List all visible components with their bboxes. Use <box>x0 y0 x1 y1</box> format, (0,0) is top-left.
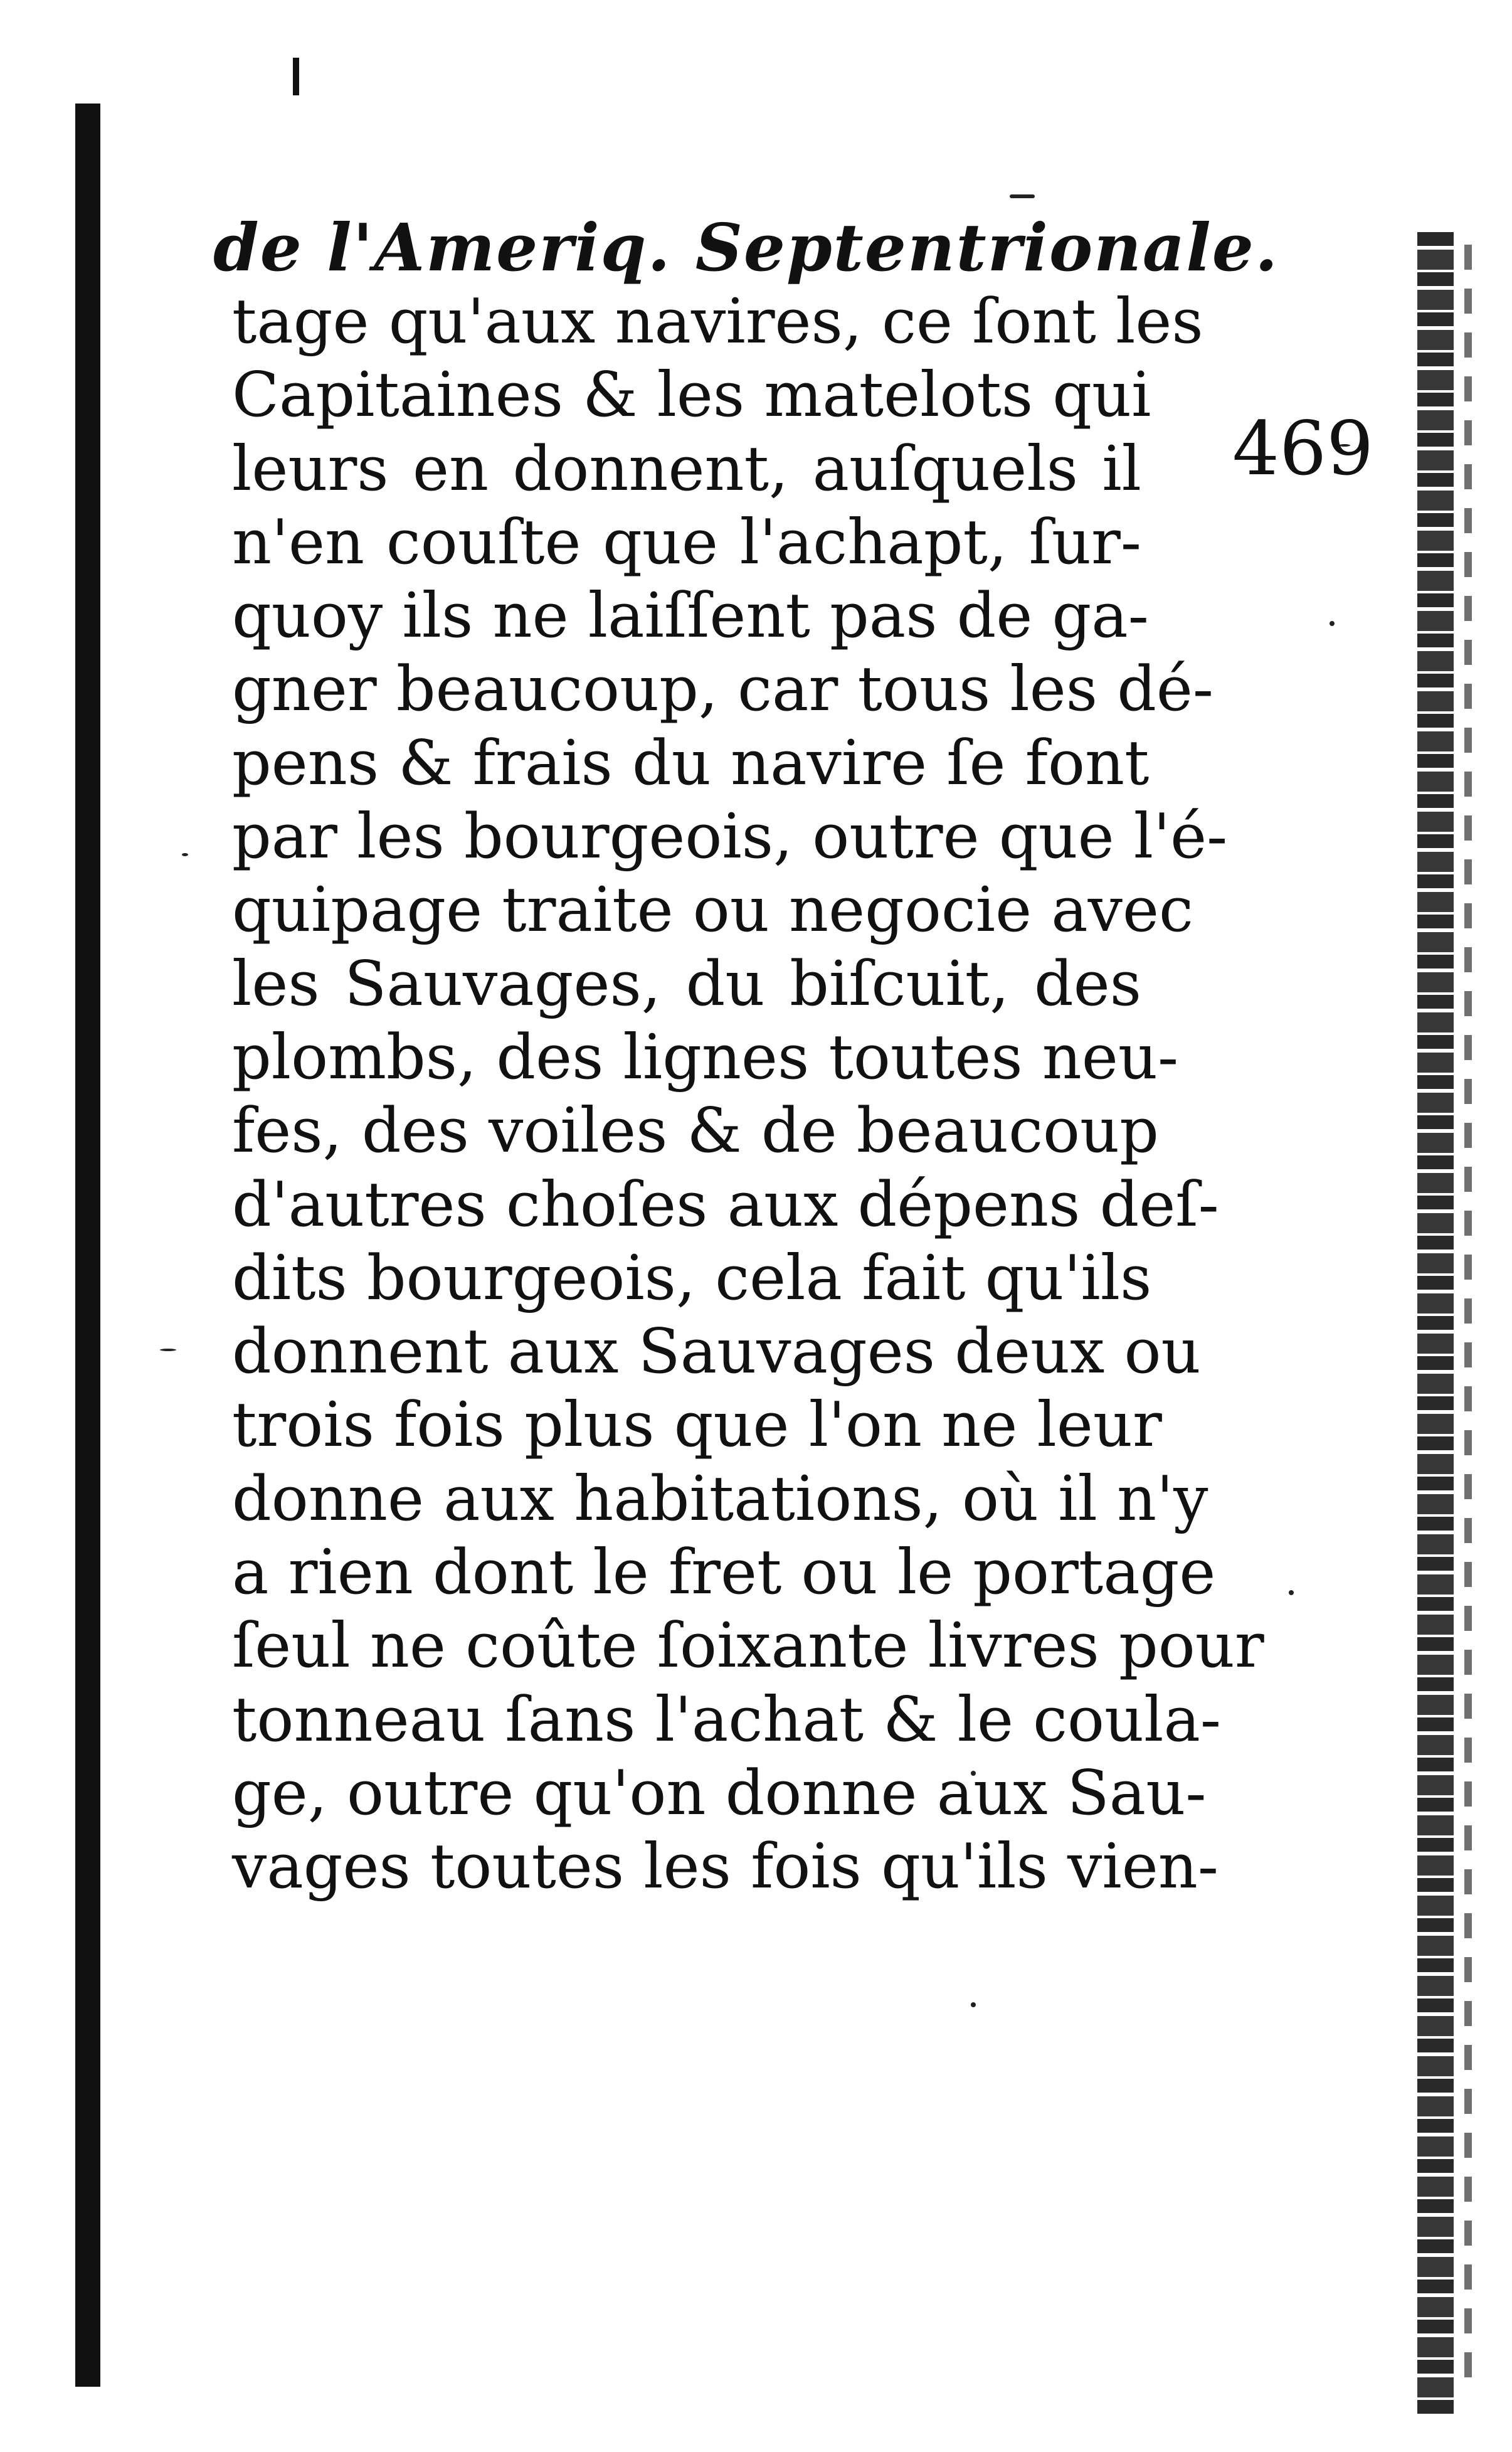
text-line: d'autres choſes aux dépens deſ- <box>232 1169 1219 1241</box>
text-line: donnent aux Sauvages deux ou <box>232 1316 1201 1388</box>
scan-mark <box>293 58 299 95</box>
body-text <box>232 285 1264 1904</box>
page-edge-shadow-thin <box>1464 245 1472 2377</box>
text-line: donne aux habitations, où il n'y <box>232 1463 1208 1535</box>
text-line: tonneau ſans l'achat & le coula- <box>232 1684 1221 1756</box>
text-line: n'en couſte que l'achapt, ſur- <box>232 506 1141 578</box>
text-line: pens & frais du navire ſe font <box>232 727 1150 799</box>
text-line: dits bourgeois, cela fait qu'ils <box>232 1242 1152 1314</box>
scan-speck <box>182 853 188 856</box>
text-line: par les bourgeois, outre que l'é- <box>232 801 1228 873</box>
gutter-shadow <box>75 103 100 2387</box>
scan-speck <box>971 2002 976 2007</box>
text-line: Capitaines & les matelots qui <box>232 359 1151 432</box>
scan-speck <box>160 1349 176 1351</box>
text-line: fes, des voiles & de beaucoup <box>232 1095 1159 1167</box>
page-edge-shadow <box>1417 232 1454 2415</box>
text-line: plombs, des lignes toutes neu- <box>232 1021 1179 1093</box>
page-number: 469 <box>1232 405 1374 492</box>
text-line: a rien dont le fret ou le portage <box>232 1537 1216 1609</box>
scan-speck <box>1010 194 1035 198</box>
running-head-title: de l'Ameriq. Septentrionale. <box>213 209 1279 286</box>
text-line: quipage traite ou negocie avec <box>232 874 1193 947</box>
text-line: quoy ils ne laiſſent pas de ga- <box>232 580 1149 652</box>
text-line: les Sauvages, du biſcuit, des <box>232 948 1141 1020</box>
text-line: ſeul ne coûte ſoixante livres pour <box>232 1610 1264 1682</box>
text-line: leurs en donnent, auſquels il <box>232 433 1141 505</box>
text-line: vages toutes les fois qu'ils vien- <box>232 1831 1219 1903</box>
scan-speck <box>1289 1590 1294 1595</box>
text-line: gner beaucoup, car tous les dé- <box>232 654 1214 726</box>
text-line: trois fois plus que l'on ne leur <box>232 1389 1162 1462</box>
text-line: ge, outre qu'on donne aux Sau- <box>232 1757 1207 1829</box>
scan-speck <box>1330 621 1335 626</box>
text-line: tage qu'aux navires, ce ſont les <box>232 286 1203 358</box>
